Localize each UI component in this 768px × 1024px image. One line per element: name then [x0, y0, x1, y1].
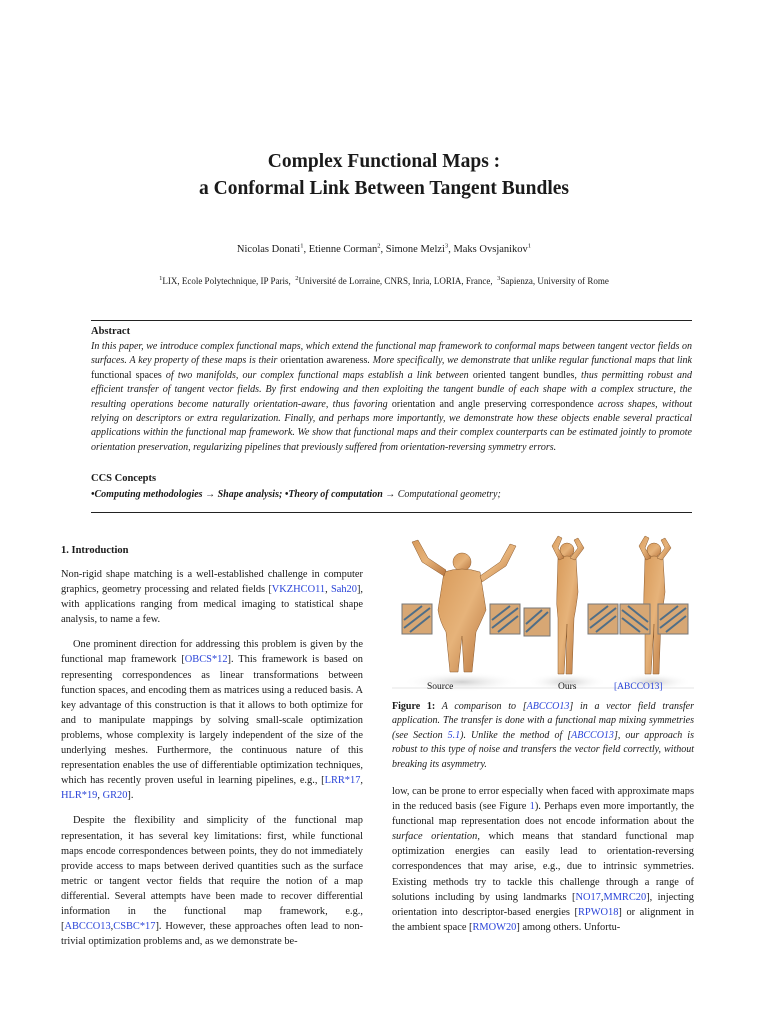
abstract-emphasis: orientation and angle preserving correspondence [391, 398, 594, 410]
affiliation-list [0, 276, 768, 286]
citation-link[interactable]: VKZHCO11 [271, 584, 326, 596]
abstract-text: across shapes, without relying on descriptors or extra regularization. Finally, and perhaps more importantly, we demonstrate how these objects enable several practical applications within the functional map framework. We show that functional maps and their complex counterparts can be estimated jointly to promote orientation preservation, regularizing pipelines that previously suffered from orientation-reversing symmetry errors. [91, 398, 693, 453]
abstract-emphasis: functional spaces [91, 369, 162, 381]
citation-link[interactable]: RMOW20 [472, 921, 517, 933]
abstract-text: of two manifolds, our complex functional maps establish a link between [161, 369, 473, 381]
caption-text: ). Unlike the method of [ [460, 729, 572, 741]
paragraph-text: ). Perhaps even more importantly, the functional map representation does not encode information about the [392, 801, 694, 828]
paragraph-text: Despite the flexibility and simplicity of the functional map representation, it has several key limitations: first, while functional maps encode correspondences between points, they do not immediately provide access to maps between derived quantities such as the surface metric or tangent vector fields that require the notion of a map differential. Several attempts have been made to recover differential information in the functional map framework, e.g., [ [61, 815, 363, 933]
paragraph-text: ], with applications ranging from medical imaging to statistical shape analysis, to name a few. [61, 584, 364, 626]
citation-link[interactable]: RPWO18 [577, 906, 619, 918]
ccs-concepts [91, 489, 692, 500]
paragraph [61, 637, 363, 803]
paragraph-text: ] or alignment in the ambient space [ [392, 906, 694, 933]
author-affil-mark: 1 [527, 242, 532, 250]
figure-1-caption [392, 700, 694, 772]
section-link[interactable]: 5.1 [447, 729, 461, 741]
left-column-text [61, 567, 363, 959]
caption-text: ], our approach is robust to this type of noise and transfers the vector field correctly, without breaking its asymmetry. [392, 729, 694, 770]
affil-number: 1 [159, 275, 163, 282]
ccs-heading: CCS Concepts [91, 473, 157, 484]
figure-1-illustration [392, 532, 694, 698]
affil-text: Université de Lorraine, CNRS, Inria, LORIA, France, [298, 276, 493, 286]
citation-link[interactable]: MMRC20 [603, 891, 647, 903]
ccs-concept: •Computing methodologies [91, 489, 203, 500]
figure-label-reference[interactable]: [ABCCO13] [614, 682, 663, 692]
section-heading-introduction: 1. Introduction [61, 545, 129, 556]
author-name: Etienne Corman [308, 244, 378, 255]
ccs-concept: Shape analysis; [217, 489, 283, 500]
caption-text: A comparison to [ [435, 701, 527, 712]
paragraph-text: low, can be prone to error especially when faced with approximate maps in the reduced basis (see Figure [392, 786, 694, 813]
author-list: Nicolas Donati$^1$, Etienne Corman$^2$, Simone Melzi$^3$, Maks Ovsjanikov$^1$ [236, 242, 532, 255]
paragraph-text: , which means that standard functional map optimization energies can easily lead to orientation-reversing correspondences that may arise, e.g., due to intrinsic symmetries. Existing methods try to tackle this challenge through a range of solutions including by using landmarks [ [392, 831, 694, 903]
figure-link[interactable]: 1 [529, 801, 535, 813]
abstract-body [91, 340, 692, 455]
affil-number: 2 [295, 275, 299, 282]
author-name: Nicolas Donati [236, 244, 301, 255]
citation-link[interactable]: OBCS*12 [184, 654, 228, 666]
ccs-concept: •Theory of computation [284, 489, 383, 500]
abstract-heading: Abstract [91, 326, 131, 337]
right-column-text [392, 784, 694, 935]
caption-text: ] in a vector field transfer application. The transfer is done with a functional map mixing symmetries (see Section [392, 701, 694, 741]
abstract-text: . More specifically, we demonstrate that unlike regular functional maps that link [367, 355, 692, 367]
citation-link[interactable]: ABCCO13 [571, 729, 614, 741]
author-affil-mark: 1 [300, 242, 304, 250]
abstract-text: In this paper, we introduce complex functional maps, which extend the functional map framework to conformal maps between tangent vector fields on surfaces. A key property of these maps is their [91, 341, 692, 367]
citation-link[interactable]: ABCCO13 [526, 701, 570, 712]
ours-body-figure [552, 536, 584, 674]
citation-link[interactable]: GR20 [102, 790, 128, 802]
paragraph [61, 813, 363, 949]
citation-link[interactable]: ABCCO13 [64, 921, 111, 933]
abstract-top-rule [91, 320, 692, 321]
paragraph-text: ]. However, these approaches often lead to non-trivial optimization problems and, as we demonstrate be- [61, 921, 363, 948]
abstract-bottom-rule [91, 512, 692, 513]
paper-title-line1: Complex Functional Maps : [267, 151, 501, 172]
abstract-text: , thus permitting robust and efficient transfer of tangent vector fields. By first endowing and then exploiting the tangent bundle of each shape with a complex structure, the resulting operations become naturally orientation-aware, thus favoring [91, 369, 692, 410]
paragraph-text: ] among others. Unfortu- [516, 921, 621, 933]
figure-1-image [392, 532, 694, 698]
figure-label-ours: Ours [558, 682, 577, 692]
citation-link[interactable]: Sah20 [330, 584, 357, 596]
figure-label-source: Source [427, 682, 454, 692]
ground-shadow [402, 672, 522, 692]
paragraph-text: ], injecting orientation into descriptor-based energies [ [392, 891, 695, 918]
paragraph-text: ]. [127, 790, 134, 802]
arrow-icon: → [385, 489, 396, 500]
citation-link[interactable]: NO17 [575, 891, 601, 903]
affil-number: 3 [497, 275, 501, 282]
author-name: Maks Ovsjanikov [453, 244, 528, 255]
paragraph-text: Non-rigid shape matching is a well-established challenge in computer graphics, geometry processing and related fields [ [61, 569, 363, 596]
citation-link[interactable]: CSBC*17 [113, 921, 156, 933]
author-name: Simone Melzi [385, 244, 445, 255]
arrow-icon: → [205, 489, 216, 500]
affil-text: Sapienza, University of Rome [500, 276, 609, 286]
caption-label: Figure 1: [392, 701, 436, 712]
paragraph-text: ]. This framework is based on representing correspondences as linear transformations between function spaces, and encoding them as matrices using a reduced basis. A key advantage of this construction is that it allows to both optimize for and to manipulate mappings by solving small-scale optimization problems, whose complexity is largely independent of the size of the underlying meshes. Furthermore, the continuous nature of this representation enables the use of differentiable optimization techniques, which has recently proven useful in learning pipelines, e.g., [ [61, 654, 363, 787]
separator: , [600, 891, 604, 903]
affil-text: LIX, Ecole Polytechnique, IP Paris, [162, 276, 291, 286]
paper-title-line2: a Conformal Link Between Tangent Bundles [198, 178, 570, 199]
abstract-emphasis: oriented tangent bundles [472, 369, 575, 381]
author-affil-mark: 3 [444, 242, 449, 250]
paragraph [61, 567, 363, 627]
separator: , [325, 584, 331, 596]
separator: , [110, 921, 114, 933]
citation-link[interactable]: HLR*19 [61, 790, 98, 802]
separator: , [97, 790, 103, 802]
separator: , [360, 775, 363, 787]
author-affil-mark: 2 [377, 242, 381, 250]
emphasis-text: surface orientation [392, 831, 478, 843]
paragraph-text: One prominent direction for addressing this problem is given by the functional map framework [ [61, 639, 363, 666]
ccs-concept: Computational geometry; [397, 489, 501, 500]
citation-link[interactable]: LRR*17 [324, 775, 361, 787]
abstract-emphasis: orientation awareness [280, 355, 368, 367]
